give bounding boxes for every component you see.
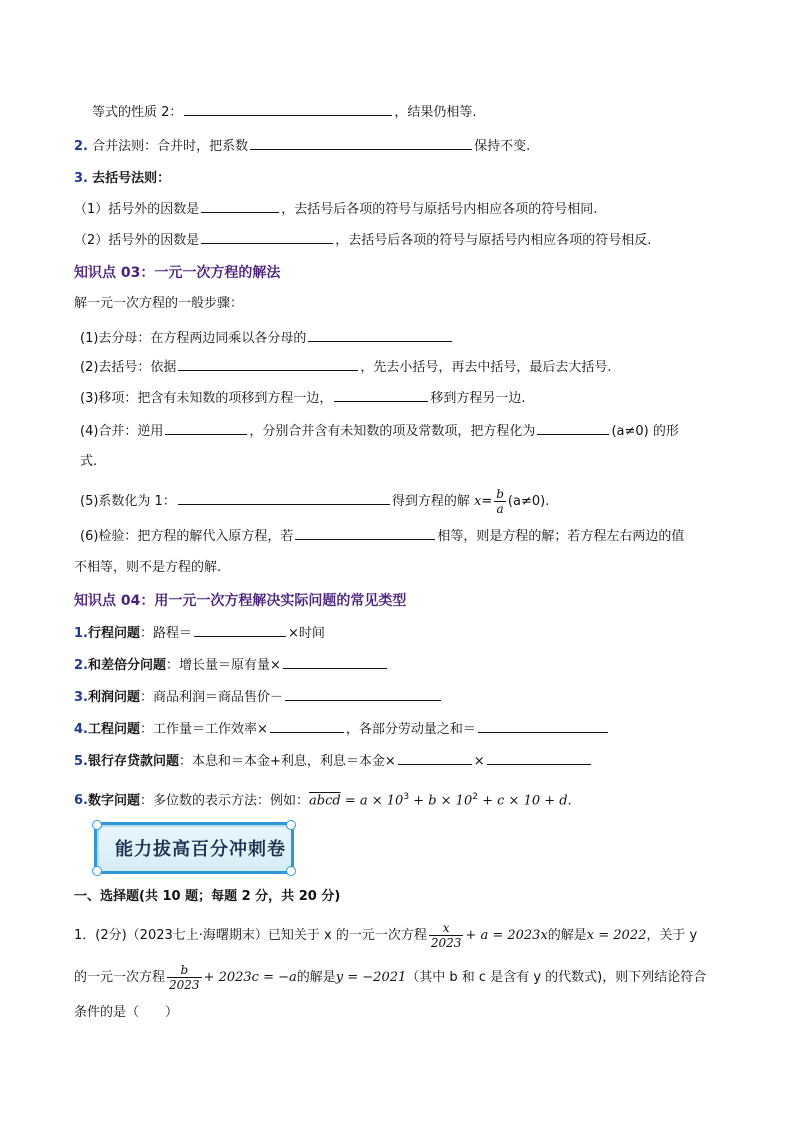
text: ，各部分劳动量之和＝ — [345, 722, 476, 737]
text: ，结果仍相等. — [394, 105, 477, 120]
fill-blank[interactable] — [285, 686, 441, 701]
math-op: = — [481, 494, 493, 509]
fill-blank[interactable] — [537, 420, 609, 435]
denominator: a — [496, 502, 504, 516]
text: ，去括号后各项的符号与原括号内相应各项的符号相同. — [281, 202, 598, 217]
math-expr: + c × 10 + d — [477, 793, 568, 809]
banner-title: 能力拔高百分冲刺卷 — [115, 839, 286, 860]
text: (6)检验：把方程的解代入原方程，若 — [80, 529, 294, 544]
bracket-rule-heading — [0, 168, 794, 190]
item-number: 3. — [74, 171, 88, 186]
text: (1)去分母：在方程两边同乘以各分母的 — [80, 331, 307, 346]
text: ：路程＝ — [140, 626, 193, 641]
fill-blank[interactable] — [178, 356, 358, 371]
text: 相等，则是方程的解；若方程左右两边的值 — [437, 529, 685, 544]
type-4 — [0, 718, 794, 740]
text: 合并法则：合并时，把系数 — [92, 139, 249, 154]
text: (a≠0). — [507, 494, 550, 509]
math-expr: y = −2021 — [335, 970, 407, 985]
text: ，先去小括号，再去中括号，最后去大括号. — [360, 360, 612, 375]
text: (2)去括号：依据 — [80, 360, 177, 375]
text: 解一元一次方程的一般步骤： — [74, 296, 244, 311]
banner-corner-deco — [286, 820, 296, 830]
type-label: 利润问题 — [87, 690, 140, 705]
math-expr: + b × 10 — [409, 793, 473, 809]
numerator: b — [496, 487, 504, 501]
section-title: 一、选择题(共 10 题；每题 2 分，共 20 分) — [74, 889, 341, 904]
item-number: 5. — [74, 754, 88, 769]
math-expr: + 2023c = −a — [203, 970, 297, 985]
text: ：商品利润＝商品售价－ — [140, 690, 284, 705]
fill-blank[interactable] — [487, 750, 591, 765]
text: ×时间 — [288, 626, 325, 641]
item-number: 2. — [74, 658, 88, 673]
exponent: 2 — [472, 792, 478, 802]
text: (3)移项：把含有未知数的项移到方程一边， — [80, 391, 333, 406]
type-2 — [0, 654, 794, 676]
step-5 — [0, 484, 794, 520]
type-label: 和差倍分问题 — [87, 658, 166, 673]
combine-rule-line — [0, 135, 794, 157]
math-expr: x = 2022 — [586, 928, 647, 943]
item-number: 2. — [74, 139, 88, 154]
text: ：增长量＝原有量× — [166, 658, 281, 673]
item-number: 6. — [74, 793, 88, 809]
text: 移到方程另一边. — [430, 391, 526, 406]
text: 的解是 — [547, 928, 587, 943]
type-3 — [0, 686, 794, 708]
item-number: 4. — [74, 722, 88, 737]
question-1-line-2 — [0, 958, 794, 998]
text: 的解是 — [296, 970, 336, 985]
step-4 — [0, 420, 794, 442]
fraction — [494, 487, 506, 516]
denominator: 2023 — [169, 978, 200, 992]
step-3 — [0, 387, 794, 409]
denominator: 2023 — [430, 936, 462, 950]
fill-blank[interactable] — [295, 525, 435, 540]
exponent: 3 — [403, 792, 410, 802]
bracket-rule-2 — [0, 229, 794, 251]
section-heading: 知识点 03：一元一次方程的解法 — [74, 265, 281, 281]
question-1-line-3 — [0, 1002, 794, 1024]
math-number: abcd — [309, 793, 341, 809]
text: ，分别合并含有未知数的项及常数项，把方程化为 — [249, 424, 536, 439]
steps-intro — [0, 293, 794, 315]
step-4-cont — [0, 451, 794, 473]
section-banner — [94, 822, 294, 874]
text: 得到方程的解 — [391, 494, 470, 509]
step-6 — [0, 525, 794, 547]
text: (a≠0) 的形 — [611, 424, 679, 439]
fill-blank[interactable] — [194, 622, 286, 637]
question-1-line-1 — [0, 916, 794, 956]
text: (4)合并：逆用 — [80, 424, 164, 439]
section-heading: 知识点 04：用一元一次方程解决实际问题的常见类型 — [74, 593, 407, 609]
text: 等式的性质 2： — [92, 105, 183, 120]
text: （2）括号外的因数是 — [74, 233, 200, 248]
type-label: 行程问题 — [87, 626, 140, 641]
math-expr: + a = 2023x — [465, 928, 548, 943]
fill-blank[interactable] — [201, 198, 279, 213]
text: ，关于 y — [646, 928, 698, 943]
knowledge-point-03 — [0, 262, 794, 284]
banner-corner-deco — [286, 866, 296, 876]
text: 不相等，则不是方程的解. — [74, 560, 222, 575]
math-expr: = a × 10 — [340, 793, 404, 809]
step-6-cont — [0, 557, 794, 579]
fill-blank[interactable] — [250, 135, 472, 150]
type-1 — [0, 622, 794, 644]
step-2 — [0, 356, 794, 378]
text: 去括号法则： — [92, 171, 171, 186]
numerator: b — [167, 963, 202, 978]
fill-blank[interactable] — [184, 101, 392, 116]
question-text: 条件的是（ ） — [74, 1005, 179, 1020]
math-var: x — [473, 494, 482, 509]
step-1 — [0, 327, 794, 349]
fill-blank[interactable] — [270, 718, 344, 733]
text: (5)系数化为 1： — [80, 494, 176, 509]
text: （其中 b 和 c 是含有 y 的代数式)，则下列结论符合 — [406, 970, 707, 985]
fill-blank[interactable] — [283, 654, 387, 669]
text: × — [473, 754, 485, 769]
text: 式. — [80, 454, 98, 469]
type-label: 数字问题 — [87, 793, 140, 809]
type-5 — [0, 750, 794, 772]
text: （1）括号外的因数是 — [74, 202, 200, 217]
fill-blank[interactable] — [398, 750, 472, 765]
section-heading-choice — [0, 886, 794, 908]
type-label: 银行存贷款问题 — [87, 754, 179, 769]
fill-blank[interactable] — [308, 327, 452, 342]
text: ，去括号后各项的符号与原括号内相应各项的符号相反. — [335, 233, 652, 248]
fraction — [429, 921, 464, 950]
numerator: x — [429, 921, 464, 936]
fill-blank[interactable] — [165, 420, 247, 435]
question-text: 1．(2分)（2023七上·海曙期末）已知关于 x 的一元一次方程 — [74, 928, 427, 943]
banner-corner-deco — [92, 866, 102, 876]
banner-corner-deco — [92, 820, 102, 830]
item-number: 3. — [74, 690, 88, 705]
text: . — [567, 793, 572, 809]
question-text: 的一元一次方程 — [74, 970, 166, 985]
text: ：工作量＝工作效率× — [140, 722, 268, 737]
bracket-rule-1 — [0, 198, 794, 220]
fill-blank[interactable] — [334, 387, 428, 402]
fill-blank[interactable] — [478, 718, 608, 733]
knowledge-point-04 — [0, 590, 794, 612]
type-label: 工程问题 — [87, 722, 140, 737]
property-2-line — [0, 101, 794, 123]
type-6 — [0, 786, 794, 808]
fraction — [167, 963, 202, 992]
item-number: 1. — [74, 626, 88, 641]
text: ：多位数的表示方法：例如： — [140, 793, 310, 809]
fill-blank[interactable] — [201, 229, 333, 244]
text: ：本息和＝本金+利息，利息＝本金× — [179, 754, 396, 769]
text: 保持不变. — [474, 139, 531, 154]
fill-blank[interactable] — [178, 490, 390, 505]
